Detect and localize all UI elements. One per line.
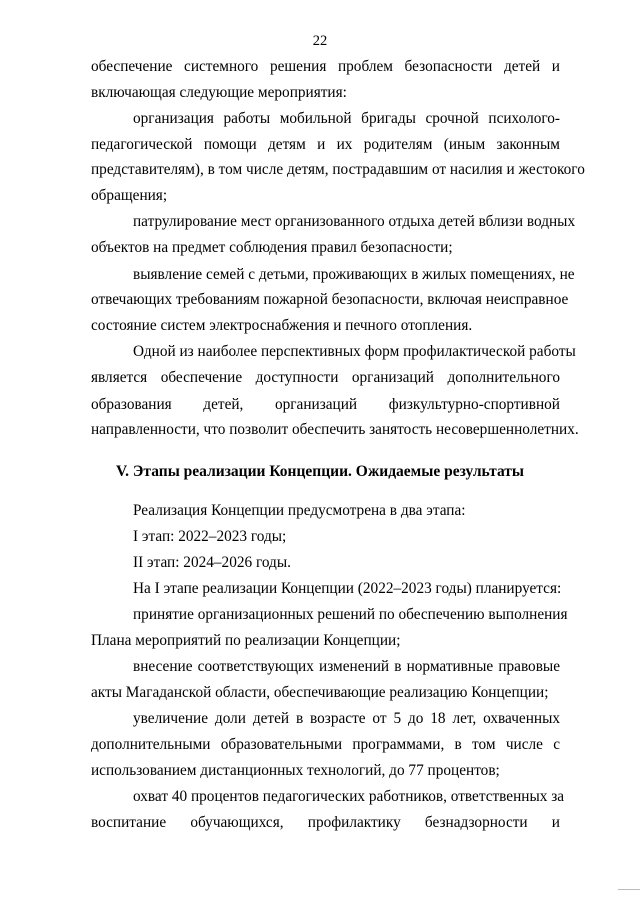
text-line: включающая следующие мероприятия: — [91, 84, 347, 101]
text-line: объектов на предмет соблюдения правил безопасности; — [91, 239, 453, 256]
text-line: На I этапе реализации Концепции (2022–2023 годы) планируется: — [133, 580, 562, 597]
text-line: I этап: 2022–2023 годы; — [133, 528, 287, 545]
page-edge-mark — [618, 889, 640, 890]
text-line: внесение соответствующих изменений в нормативные правовые — [133, 658, 560, 675]
text-line: акты Магаданской области, обеспечивающие реализацию Концепции; — [91, 684, 549, 701]
text-line: педагогической помощи детям и их родителям (иным законным — [91, 136, 560, 153]
text-line: использованием дистанционных технологий, до 77 процентов; — [91, 762, 500, 779]
section-heading: V. Этапы реализации Концепции. Ожидаемые результаты — [115, 463, 525, 480]
text-line: принятие организационных решений по обеспечению выполнения — [133, 606, 568, 623]
text-line: образования детей, организаций физкультурно-спортивной — [91, 396, 560, 413]
text-line: воспитание обучающихся, профилактику безнадзорности и — [91, 814, 560, 831]
text-line: Одной из наиболее перспективных форм профилактической работы — [133, 343, 576, 360]
text-line: обеспечение системного решения проблем безопасности детей и — [91, 58, 560, 75]
text-line: направленности, что позволит обеспечить занятость несовершеннолетних. — [91, 421, 579, 438]
text-line: выявление семей с детьми, проживающих в жилых помещениях, не — [133, 266, 575, 283]
text-line: организация работы мобильной бригады срочной психолого- — [133, 110, 560, 127]
text-line: увеличение доли детей в возрасте от 5 до 18 лет, охваченных — [133, 710, 560, 727]
text-line: охват 40 процентов педагогических работников, ответственных за — [133, 788, 565, 805]
text-line: отвечающих требованиям пожарной безопасности, включая неисправное — [91, 291, 569, 308]
text-line: патрулирование мест организованного отдыха детей вблизи водных — [133, 213, 576, 230]
text-line: состояние систем электроснабжения и печного отопления. — [91, 317, 473, 334]
text-line: II этап: 2024–2026 годы. — [133, 554, 291, 571]
text-line: Реализация Концепции предусмотрена в два этапа: — [133, 502, 466, 519]
text-line: представителям), в том числе детям, пострадавшим от насилия и жестокого — [91, 161, 585, 178]
text-line: Плана мероприятий по реализации Концепции; — [91, 632, 401, 649]
text-line: обращения; — [91, 187, 168, 204]
page-number: 22 — [312, 33, 328, 49]
text-line: является обеспечение доступности организаций дополнительного — [91, 369, 560, 386]
text-line: дополнительными образовательными программами, в том числе с — [91, 736, 560, 753]
